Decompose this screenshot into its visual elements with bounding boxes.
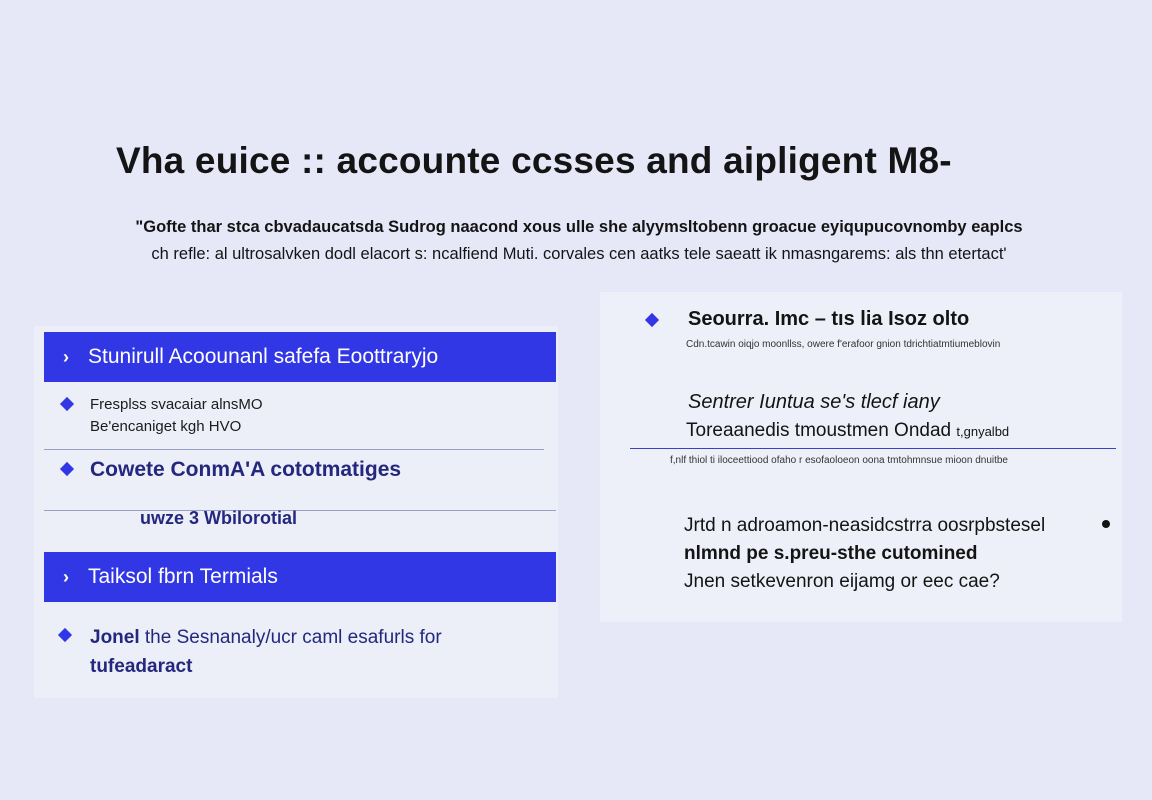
- page-title: Vha euice :: accounte ccsses and aipligent M8-: [116, 140, 952, 181]
- section-header-label: Stunirull Acoounanl safefa Eoottraryjo: [88, 345, 439, 368]
- left-panel: [34, 326, 558, 698]
- right-block-2-line-2-small: t,gnyalbd: [956, 424, 1010, 439]
- right-block-2-caption: f,nlf thiol ti iloceettiood ofaho r esofaoloeon oona tmtohmnsue mioon dnuitbe: [670, 455, 1008, 466]
- divider: [44, 510, 556, 511]
- list-item-1: [90, 394, 263, 438]
- right-block-3-line-1: Jrtd n adroamon-neasidcstrra oosrpbstesel: [684, 515, 1046, 536]
- right-block-3-line-2: nlmnd pe s.preu-sthe cutomined: [684, 543, 978, 564]
- right-block-2-line-2-main: Toreaanedis tmoustmen Ondad: [686, 420, 952, 441]
- intro-paragraph: [46, 214, 1112, 268]
- divider: [44, 449, 544, 450]
- diamond-bullet-icon: [60, 462, 74, 476]
- right-block-3: [684, 512, 1045, 596]
- section-header-label: Taiksol fbrn Termials: [88, 565, 278, 588]
- diamond-bullet-icon: [60, 397, 74, 411]
- divider: [630, 448, 1116, 449]
- list-item-3-bold: Jonel: [90, 627, 140, 648]
- right-block-3-line-3: Jnen setkevenron eijamg or eec cae?: [684, 571, 1000, 592]
- intro-line-1: "Gofte thar stca cbvadaucatsda Sudrog naacond xous ulle she alyymsltobenn groacue eyiqupucovnomby eaplcs: [135, 218, 1023, 236]
- list-item-3: [90, 623, 442, 681]
- intro-line-2: ch refle: al ultrosalvken dodl elacort s: ncalfiend Muti. corvales cen aatks tele saeatt ik nmasngarems: als thn etertact': [151, 245, 1007, 263]
- section-header-terminals[interactable]: [44, 552, 556, 602]
- section-header-account-safety[interactable]: [44, 332, 556, 382]
- right-block-2-line-1: Sentrer Iuntua se's tlecf iany: [688, 391, 940, 413]
- list-item-3-rest: the Sesnanaly/ucr caml esafurls for: [139, 627, 442, 648]
- right-block-1-heading: Seourra. Imc – tıs lia Isoz olto: [688, 308, 970, 330]
- dot-bullet-icon: [1102, 520, 1110, 528]
- list-item-3-line-2: tufeadaract: [90, 656, 193, 677]
- list-item-1-line-1: Fresplss svacaiar alnsMO: [90, 396, 263, 413]
- chevron-right-icon: ›: [63, 346, 69, 367]
- list-item-3-line-1: [90, 623, 442, 652]
- sub-item-label[interactable]: uwze 3 Wbilorotial: [140, 508, 298, 528]
- right-block-1-subtext: Cdn.tcawin oiqjo moonllss, owere f'erafoor gnion tdrichtiatmtiumeblovin: [686, 339, 1001, 350]
- diamond-bullet-icon: [645, 313, 659, 327]
- right-panel: [600, 292, 1122, 622]
- chevron-right-icon: ›: [63, 566, 69, 587]
- diamond-bullet-icon: [58, 628, 72, 642]
- right-block-2-line-2: [686, 420, 1009, 442]
- list-item-1-line-2: Be'encaniget kgh HVO: [90, 418, 242, 435]
- list-item-2[interactable]: Cowete ConmA'A cototmatiges: [90, 458, 402, 481]
